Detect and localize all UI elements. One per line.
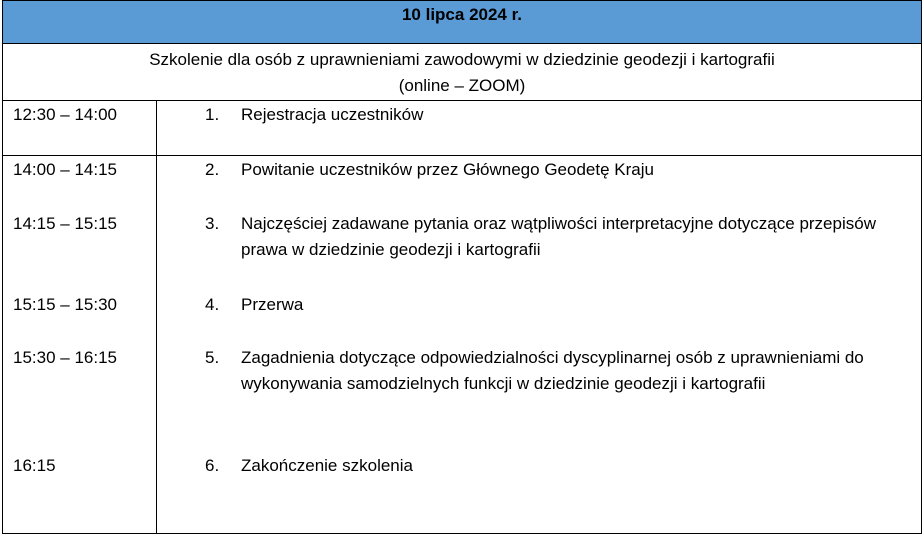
agenda-number: 6. [205,456,220,475]
agenda-item-text: Rejestracja uczestników [241,105,424,124]
agenda-time: 16:15 [13,456,56,475]
agenda-number: 5. [205,348,220,367]
table-divider [3,155,921,156]
agenda-time: 14:00 – 14:15 [13,160,117,179]
agenda-time: 15:15 – 15:30 [13,295,117,314]
table-divider [3,100,921,101]
agenda-time: 12:30 – 14:00 [13,105,117,124]
date-title: 10 lipca 2024 r. [401,5,523,24]
agenda-number: 2. [205,160,220,179]
event-format-line: (online – ZOOM) [398,76,526,95]
agenda-item-text: Najczęściej zadawane pytania oraz wątpliwości interpretacyjne dotyczące przepisów prawa w dziedzinie geodezji i kartografii [241,214,876,259]
event-title-line: Szkolenie dla osób z uprawnieniami zawodowymi w dziedzinie geodezji i kartografii [149,50,775,69]
agenda-item-text: Zagadnienia dotyczące odpowiedzialności dyscyplinarnej osób z uprawnieniami do wykonywania samodzielnych funkcji w dziedzinie geodezji i kartografii [241,348,864,393]
agenda-time: 14:15 – 15:15 [13,214,117,233]
agenda-number: 3. [205,214,220,233]
agenda-time: 15:30 – 16:15 [13,348,117,367]
column-divider [156,100,157,533]
agenda-number: 4. [205,295,220,314]
event-title [3,47,921,99]
agenda-item-text: Powitanie uczestników przez Głównego Geodetę Kraju [241,160,654,179]
date-header [3,1,921,44]
agenda-number: 1. [205,105,220,124]
agenda-item-text: Zakończenie szkolenia [241,456,413,475]
agenda-item-text: Przerwa [241,295,304,314]
